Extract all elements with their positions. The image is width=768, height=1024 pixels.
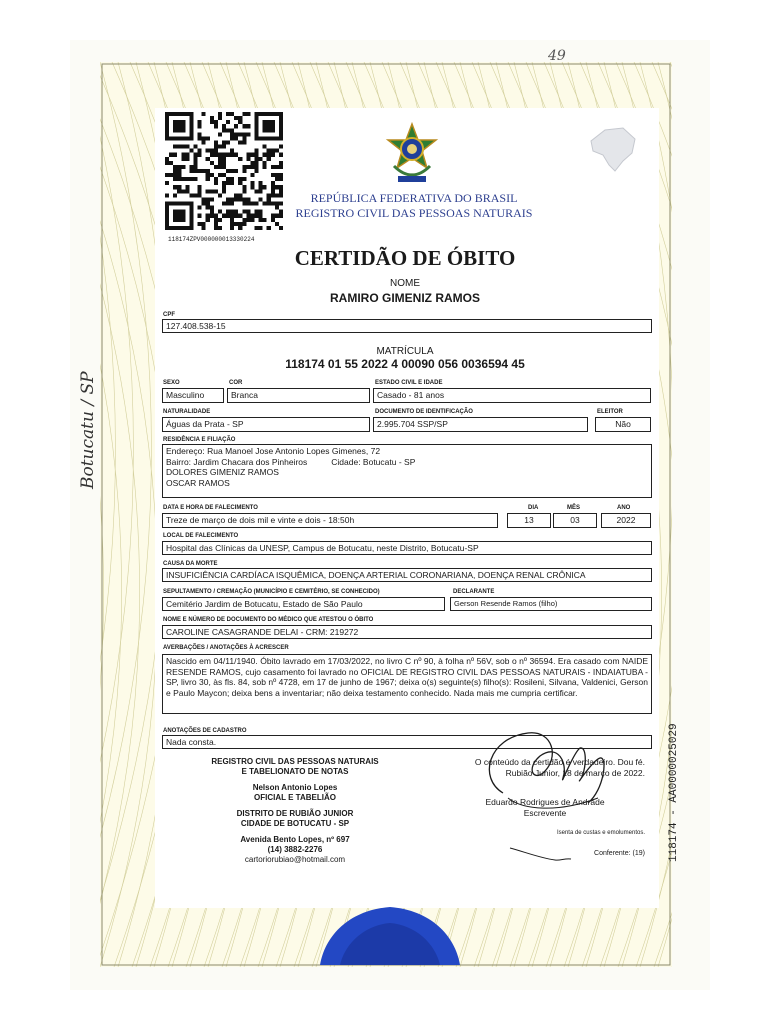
registro-line: REGISTRO CIVIL DAS PESSOAS NATURAIS: [295, 206, 533, 220]
brazil-map-watermark-icon: [585, 125, 640, 175]
qr-code: [165, 112, 283, 230]
residencia-label: RESIDÊNCIA E FILIAÇÃO: [163, 437, 236, 443]
conferente-text: Conferente: (19): [594, 850, 645, 857]
medico-label: NOME E NÚMERO DE DOCUMENTO DO MÉDICO QUE ATESTOU O ÓBITO: [163, 617, 374, 623]
qr-code-id: 118174ZPV000000013330224: [168, 236, 255, 243]
republica-line: REPÚBLICA FEDERATIVA DO BRASIL: [310, 191, 518, 205]
cartorio-email: cartoriorubiao@hotmail.com: [244, 855, 346, 864]
causa-label: CAUSA DA MORTE: [163, 561, 218, 567]
estado-civil-label: ESTADO CIVIL E IDADE: [375, 380, 443, 386]
escrevente-signature: [448, 718, 618, 818]
cpf-label: CPF: [163, 312, 175, 318]
documento-label: DOCUMENTO DE IDENTIFICAÇÃO: [375, 409, 473, 415]
mae-line: DOLORES GIMENIZ RAMOS: [166, 467, 279, 477]
document-title: CERTIDÃO DE ÓBITO: [294, 246, 516, 270]
escrevente-nome: Eduardo Rodrigues de Andrade: [485, 797, 605, 807]
cartorio-endereco: Avenida Bento Lopes, nº 697: [240, 835, 350, 844]
mes-field: 03: [553, 513, 597, 528]
cartorio-cargo: OFICIAL E TABELIÃO: [254, 793, 336, 802]
bairro-text: Bairro: Jardim Chacara dos Pinheiros: [166, 456, 308, 467]
declarante-label: DECLARANTE: [453, 589, 495, 595]
cpf-field: 127.408.538-15: [162, 319, 652, 333]
cidade-text: Cidade: Botucatu - SP: [331, 456, 416, 467]
cartorio-distrito: DISTRITO DE RUBIÃO JUNIOR: [236, 809, 354, 818]
averbacoes-field: Nascido em 04/11/1940. Óbito lavrado em 17/03/2022, no livro C nº 90, à folha nº 56V, sob o nº 36594. Era casado com NAIDE RESENDE RAMOS, cujo casamento foi lavrado no OFICIAL DE REGISTRO CIVIL DAS PESSOAS NATURAIS - INDAIATUBA - SP, livro 30, às fls. 84, sob nº 4728, em 17 de junho de 1967; deixa o(s) seguinte(s) filho(s): Rosileni, Silvana, Valdenici, Gerson e Paulo Maycon; deixa bens a inventariar; não deixa testamento conhecido. Nada mais me cumpria certificar.: [162, 654, 652, 714]
escrevente-cargo: Escrevente: [523, 808, 567, 818]
dia-field: 13: [507, 513, 551, 528]
mes-label: MÊS: [567, 505, 581, 511]
medico-field: CAROLINE CASAGRANDE DELAI - CRM: 219272: [162, 625, 652, 639]
sexo-field: Masculino: [162, 388, 224, 403]
cor-label: COR: [229, 380, 243, 386]
cadastro-field: Nada consta.: [162, 735, 652, 749]
averbacoes-label: AVERBAÇÕES / ANOTAÇÕES À ACRESCER: [163, 645, 289, 651]
cor-field: Branca: [227, 388, 370, 403]
certificacao-texto: O conteúdo da certidão é verdadeiro. Dou fé.: [474, 757, 645, 767]
eleitor-label: ELEITOR: [597, 409, 623, 415]
conferente-signature: [505, 840, 575, 865]
isenta-text: Isenta de custas e emolumentos.: [556, 830, 645, 836]
cadastro-label: ANOTAÇÕES DE CADASTRO: [163, 728, 247, 734]
ano-field: 2022: [601, 513, 651, 528]
sexo-label: SEXO: [163, 380, 180, 386]
cartorio-oficial: Nelson Antonio Lopes: [252, 783, 338, 792]
cartorio-nome1: REGISTRO CIVIL DAS PESSOAS NATURAIS: [211, 757, 379, 766]
handwritten-side-note: Botucatu / SP: [78, 371, 98, 489]
matricula-value: 118174 01 55 2022 4 00090 056 0036594 45: [285, 357, 525, 371]
pai-line: OSCAR RAMOS: [166, 477, 230, 488]
side-control-code: 118174 - AA0000025029: [668, 723, 680, 862]
documento-field: 2.995.704 SSP/SP: [373, 417, 588, 432]
naturalidade-field: Águas da Prata - SP: [162, 417, 370, 432]
falecimento-label: DATA E HORA DE FALECIMENTO: [163, 505, 258, 511]
brazil-coat-of-arms-icon: [384, 122, 440, 188]
local-label: LOCAL DE FALECIMENTO: [163, 533, 239, 539]
blue-seal-stamp: [310, 895, 470, 965]
dia-label: DIA: [528, 505, 539, 511]
residencia-field: [162, 444, 652, 498]
estado-civil-field: Casado - 81 anos: [373, 388, 651, 403]
endereco-line: Endereço: Rua Manoel Jose Antonio Lopes Gimenes, 72: [166, 446, 381, 456]
sepultamento-label: SEPULTAMENTO / CREMAÇÃO (MUNICÍPIO E CEMITÉRIO, SE CONHECIDO): [163, 589, 380, 595]
cartorio-telefone: (14) 3882-2276: [267, 845, 323, 854]
falecimento-field: Treze de março de dois mil e vinte e dois - 18:50h: [162, 513, 498, 528]
ano-label: ANO: [617, 505, 631, 511]
handwritten-page-number: 49: [548, 48, 566, 64]
sepultamento-field: Cemitério Jardim de Botucatu, Estado de São Paulo: [162, 597, 445, 611]
eleitor-field: Não: [595, 417, 651, 432]
certificacao-local-data: Rubião Junior, 18 de março de 2022.: [505, 768, 645, 778]
local-field: Hospital das Clínicas da UNESP, Campus de Botucatu, neste Distrito, Botucatu-SP: [162, 541, 652, 555]
cartorio-nome2: E TABELIONATO DE NOTAS: [241, 767, 349, 776]
nome-label: NOME: [390, 278, 420, 289]
nome-value: RAMIRO GIMENIZ RAMOS: [330, 291, 480, 305]
bairro-line: [166, 457, 648, 468]
matricula-label: MATRÍCULA: [376, 346, 434, 357]
header-text: [290, 191, 538, 221]
naturalidade-label: NATURALIDADE: [163, 409, 211, 415]
declarante-field: Gerson Resende Ramos (filho): [450, 597, 652, 611]
causa-field: INSUFICIÊNCIA CARDÍACA ISQUÊMICA, DOENÇA ARTERIAL CORONARIANA, DOENÇA RENAL CRÔNICA: [162, 568, 652, 582]
cartorio-block: [200, 757, 390, 865]
cartorio-cidade: CIDADE DE BOTUCATU - SP: [240, 819, 350, 828]
